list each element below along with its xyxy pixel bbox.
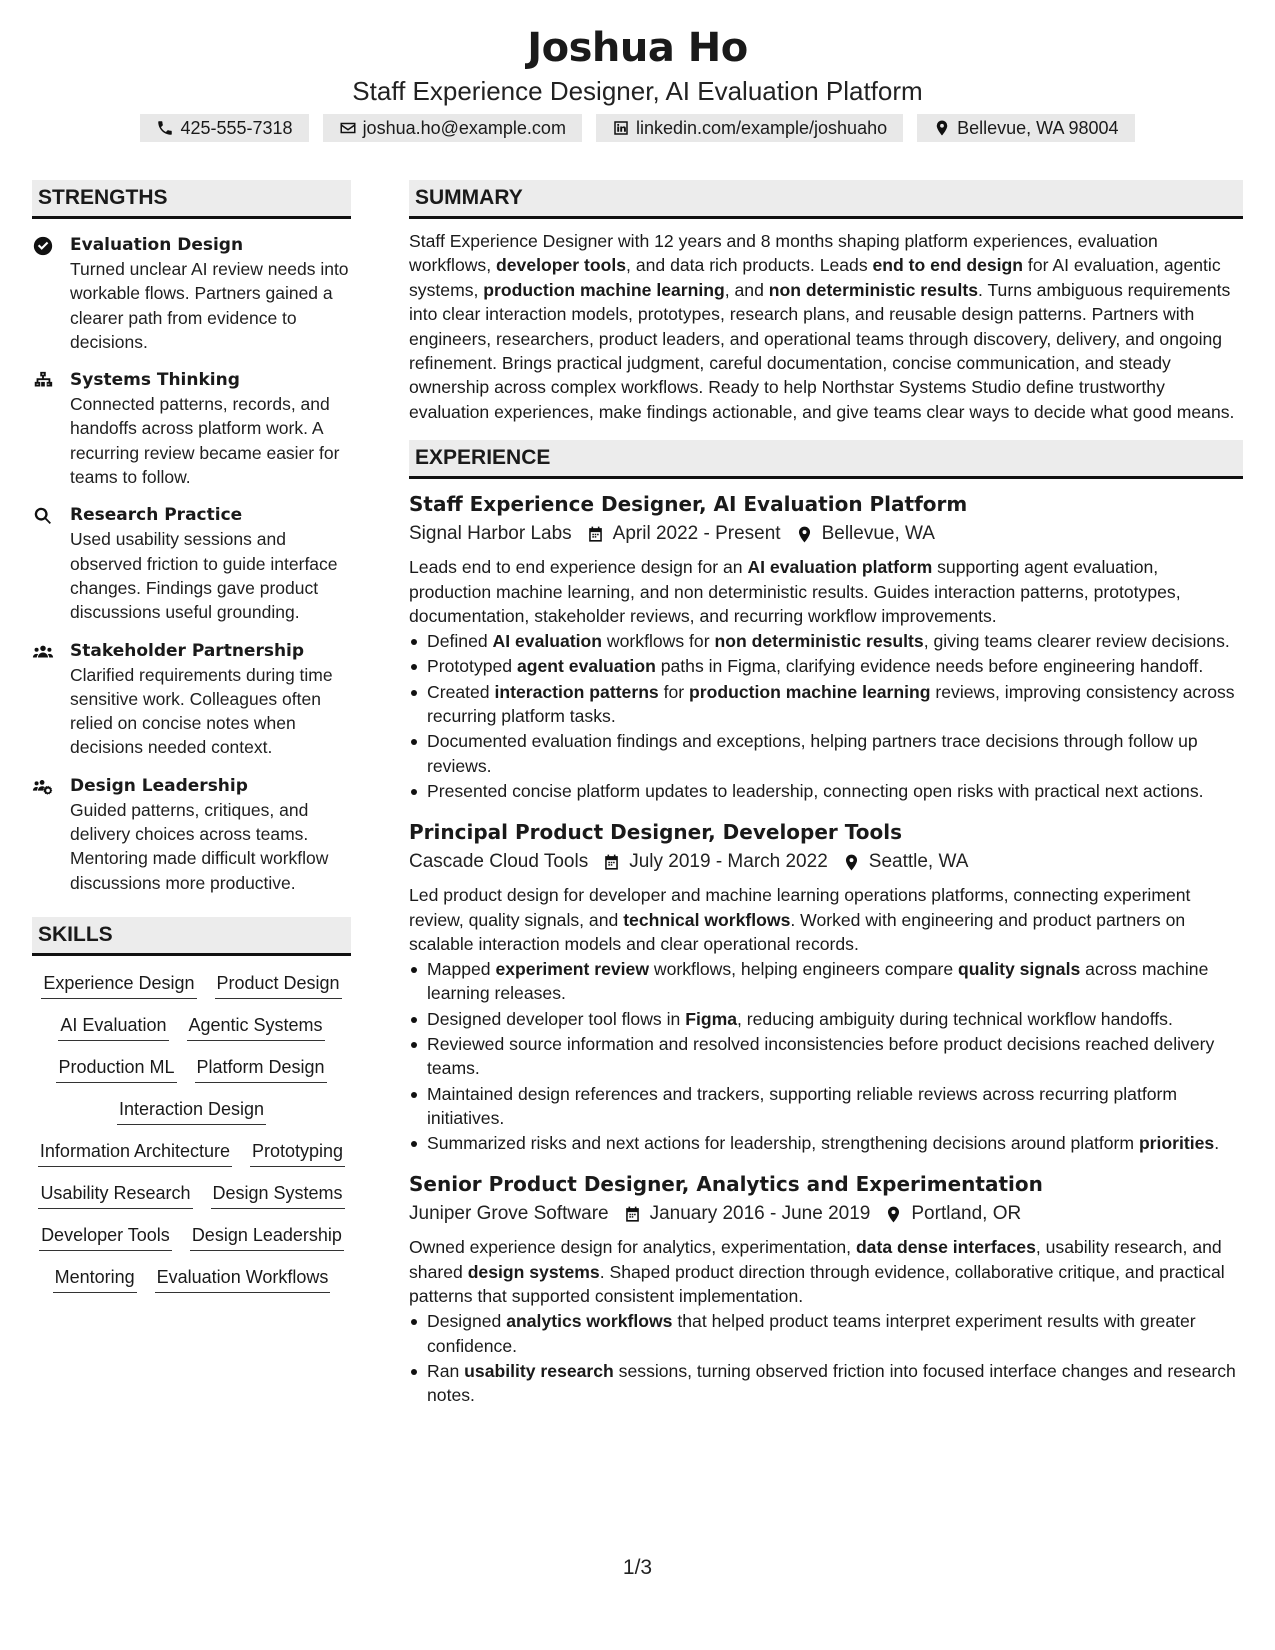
- users-icon: [32, 641, 54, 663]
- bullet-item: Designed developer tool flows in Figma, reducing ambiguity during technical workflow handoffs.: [409, 1007, 1243, 1031]
- phone-icon: [156, 119, 174, 137]
- job-company: Signal Harbor Labs: [409, 523, 572, 545]
- bullet-item: Defined AI evaluation workflows for non deterministic results, giving teams clearer review decisions.: [409, 629, 1243, 653]
- job-bullets: [409, 957, 1243, 1155]
- location-pin-icon: [884, 1205, 903, 1224]
- strength-desc: Used usability sessions and observed friction to guide interface changes. Findings gave product discussions useful grounding.: [70, 529, 338, 623]
- skill-tag: Evaluation Workflows: [155, 1264, 331, 1293]
- strength-item: [32, 639, 351, 760]
- contact-email[interactable]: [323, 114, 582, 142]
- experience-list: [409, 489, 1243, 1407]
- emphasis-text: AI evaluation platform: [747, 557, 933, 578]
- emphasis-text: developer tools: [496, 255, 627, 276]
- candidate-role: Staff Experience Designer, AI Evaluation Platform: [352, 76, 923, 106]
- bullet-item: Prototyped agent evaluation paths in Figma, clarifying evidence needs before engineering handoff.: [409, 654, 1243, 678]
- skill-tag: Production ML: [56, 1054, 176, 1083]
- bullet-item: Designed analytics workflows that helped product teams interpret experiment results with greater confidence.: [409, 1309, 1243, 1358]
- job-meta: [409, 519, 1243, 549]
- emphasis-text: design systems: [467, 1261, 600, 1282]
- contact-bar: [0, 114, 1275, 142]
- job-description: Leads end to end experience design for an AI evaluation platform supporting agent evaluation, production machine learning, and non deterministic results. Guides interaction patterns, prototypes, documentation, stakeholder reviews, and recurring workflow improvements.: [409, 557, 1181, 626]
- job-location: Portland, OR: [911, 1203, 1022, 1225]
- job-company: Cascade Cloud Tools: [409, 851, 589, 873]
- emphasis-text: priorities: [1138, 1133, 1215, 1154]
- contact-text: 425-555-7318: [180, 118, 293, 138]
- envelope-icon: [339, 119, 357, 137]
- emphasis-text: data dense interfaces: [855, 1237, 1036, 1258]
- emphasis-text: quality signals: [958, 959, 1081, 980]
- strength-desc: Connected patterns, records, and handoffs across platform work. A recurring review became easier for teams to follow.: [70, 394, 340, 488]
- skills-list: [32, 970, 351, 1293]
- contact-text: Bellevue, WA 98004: [957, 118, 1119, 138]
- summary-text: Staff Experience Designer with 12 years and 8 months shaping platform experiences, evaluation workflows, developer tools, and data rich products. Leads end to end design for AI evaluation, agentic systems, production machine learning, and non deterministic results. Turns ambiguous requirements into clear interaction models, prototypes, research plans, and reusable design patterns. Partners with engineers, researchers, product leaders, and operational teams through discovery, delivery, and ongoing refinement. Brings practical judgment, careful documentation, concise communication, and steady ownership across complex workflows. Ready to help Northstar Systems Studio define trustworthy evaluation experiences, make findings actionable, and give teams clear ways to decide what good means.: [409, 231, 1235, 422]
- location-pin-icon: [933, 119, 951, 137]
- skill-tag: Experience Design: [41, 970, 196, 999]
- skill-tag: Agentic Systems: [187, 1012, 325, 1041]
- strength-item: [32, 368, 351, 489]
- skill-tag: Product Design: [215, 970, 342, 999]
- emphasis-text: non deterministic results: [714, 631, 924, 652]
- emphasis-text: technical workflows: [623, 909, 791, 930]
- search-icon: [32, 505, 54, 527]
- job-title: Principal Product Designer, Developer Tools: [409, 820, 902, 845]
- skill-tag: Developer Tools: [39, 1222, 172, 1251]
- summary-heading: SUMMARY: [409, 180, 1243, 219]
- calendar-icon: [602, 853, 621, 872]
- contact-text: joshua.ho@example.com: [362, 118, 566, 138]
- job-description: Led product design for developer and machine learning operations platforms, connecting experiment review, quality signals, and technical workflows. Worked with engineering and product partners on scalable interaction models and clear operational records.: [409, 885, 1191, 954]
- skill-tag: Information Architecture: [38, 1138, 232, 1167]
- strength-title: Design Leadership: [70, 775, 248, 796]
- emphasis-text: production machine learning: [689, 681, 931, 702]
- linkedin-icon: [612, 119, 630, 137]
- bullet-item: Created interaction patterns for production machine learning reviews, improving consistency across recurring platform tasks.: [409, 680, 1243, 729]
- job-title: Senior Product Designer, Analytics and Experimentation: [409, 1172, 1043, 1197]
- strength-desc: Clarified requirements during time sensitive work. Colleagues often relied on concise notes when decisions needed context.: [70, 664, 333, 758]
- job-dates: April 2022 - Present: [612, 523, 781, 545]
- location-pin-icon: [842, 853, 861, 872]
- strength-item: [32, 233, 351, 354]
- job-entry: [409, 1169, 1243, 1407]
- strength-item: [32, 774, 351, 895]
- emphasis-text: analytics workflows: [506, 1311, 673, 1332]
- emphasis-text: AI evaluation: [492, 631, 603, 652]
- skill-tag: Platform Design: [195, 1054, 327, 1083]
- bullet-item: Reviewed source information and resolved inconsistencies before product decisions reached delivery teams.: [409, 1032, 1243, 1081]
- calendar-icon: [586, 525, 605, 544]
- contact-text: linkedin.com/example/joshuaho: [635, 118, 888, 138]
- strength-title: Stakeholder Partnership: [70, 640, 305, 661]
- job-title: Staff Experience Designer, AI Evaluation Platform: [409, 492, 968, 517]
- job-entry: [409, 817, 1243, 1155]
- right-column: [409, 180, 1243, 1409]
- contact-linkedin[interactable]: [596, 114, 903, 142]
- job-entry: [409, 489, 1243, 803]
- emphasis-text: experiment review: [495, 959, 650, 980]
- strength-desc: Turned unclear AI review needs into workable flows. Partners gained a clearer path from evidence to decisions.: [70, 259, 349, 352]
- job-bullets: [409, 1309, 1243, 1407]
- emphasis-text: usability research: [464, 1360, 614, 1381]
- bullet-item: Mapped experiment review workflows, helping engineers compare quality signals across machine learning releases.: [409, 957, 1243, 1006]
- contact-phone[interactable]: [140, 114, 308, 142]
- job-dates: July 2019 - March 2022: [629, 851, 828, 873]
- job-location: Seattle, WA: [868, 851, 969, 873]
- job-bullets: [409, 629, 1243, 803]
- job-meta: [409, 847, 1243, 877]
- candidate-name: Joshua Ho: [527, 25, 748, 71]
- skill-tag: Design Leadership: [190, 1222, 344, 1251]
- job-company: Juniper Grove Software: [409, 1203, 609, 1225]
- resume-header: [0, 22, 1275, 142]
- emphasis-text: non deterministic results: [768, 279, 978, 300]
- strength-desc: Guided patterns, critiques, and delivery choices across teams. Mentoring made difficult workflow discussions more productive.: [70, 799, 329, 893]
- skill-tag: AI Evaluation: [58, 1012, 168, 1041]
- skill-tag: Design Systems: [211, 1180, 345, 1209]
- experience-heading: EXPERIENCE: [409, 440, 1243, 479]
- bullet-item: Presented concise platform updates to leadership, connecting open risks with practical next actions.: [409, 779, 1243, 803]
- sitemap-icon: [32, 370, 54, 392]
- bullet-item: Maintained design references and trackers, supporting reliable reviews across recurring platform initiatives.: [409, 1082, 1243, 1131]
- emphasis-text: production machine learning: [483, 279, 725, 300]
- strength-item: [32, 503, 351, 624]
- emphasis-text: Figma: [685, 1008, 738, 1029]
- job-description: Owned experience design for analytics, experimentation, data dense interfaces, usability research, and shared design systems. Shaped product direction through evidence, collaborative critique, and practical patterns that supported consistent implementation.: [409, 1237, 1225, 1307]
- location-pin-icon: [795, 525, 814, 544]
- emphasis-text: agent evaluation: [516, 656, 656, 677]
- strength-title: Research Practice: [70, 505, 243, 526]
- check-circle-icon: [32, 235, 54, 257]
- skills-heading: SKILLS: [32, 917, 351, 956]
- job-meta: [409, 1199, 1243, 1229]
- job-location: Bellevue, WA: [821, 523, 935, 545]
- contact-location: [917, 114, 1134, 142]
- page-number: 1/3: [622, 1556, 653, 1579]
- left-column: [32, 180, 351, 1293]
- strengths-heading: STRENGTHS: [32, 180, 351, 219]
- skill-tag: Mentoring: [53, 1264, 137, 1293]
- job-dates: January 2016 - June 2019: [649, 1203, 871, 1225]
- users-gear-icon: [32, 776, 54, 798]
- skill-tag: Prototyping: [250, 1138, 345, 1167]
- bullet-item: Ran usability research sessions, turning observed friction into focused interface changes and research notes.: [409, 1359, 1243, 1408]
- skill-tag: Usability Research: [38, 1180, 192, 1209]
- skill-tag: Interaction Design: [117, 1096, 266, 1125]
- emphasis-text: end to end design: [872, 255, 1024, 276]
- strength-title: Evaluation Design: [70, 235, 244, 255]
- bullet-item: Summarized risks and next actions for leadership, strengthening decisions around platform priorities.: [409, 1131, 1243, 1155]
- calendar-icon: [623, 1205, 642, 1224]
- strength-title: Systems Thinking: [70, 370, 240, 391]
- bullet-item: Documented evaluation findings and exceptions, helping partners trace decisions through follow up reviews.: [409, 729, 1243, 778]
- emphasis-text: interaction patterns: [494, 681, 659, 702]
